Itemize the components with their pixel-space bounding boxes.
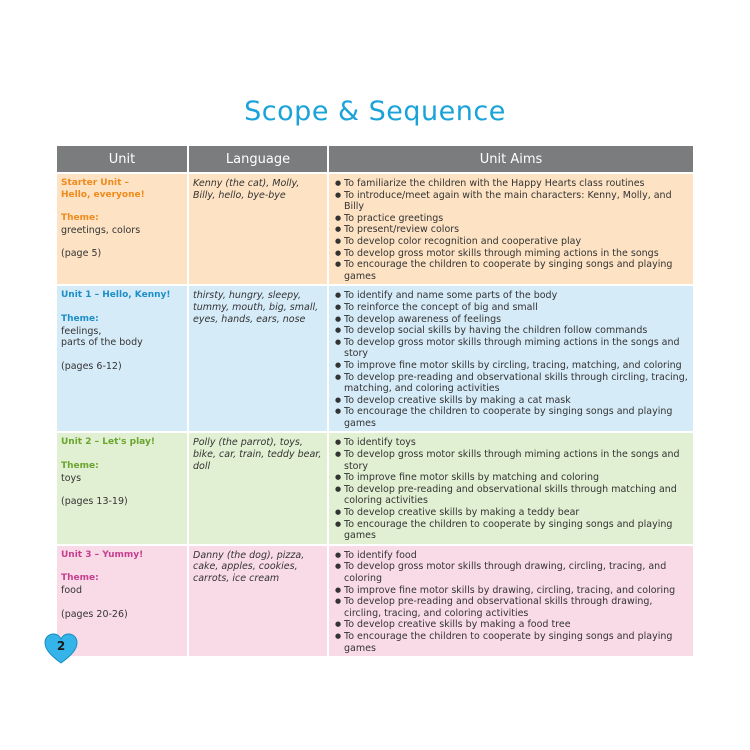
language-text: Kenny (the cat), Molly, Billy, hello, bye-bye xyxy=(193,178,300,201)
language-cell xyxy=(188,285,328,432)
aim-item: ● To develop social skills by having the children follow commands xyxy=(335,325,689,337)
header-unit: Unit xyxy=(57,146,188,173)
aim-item: ● To improve fine motor skills by circling, tracing, matching, and coloring xyxy=(335,360,689,372)
theme-label: Theme: xyxy=(61,573,99,584)
aim-item: ● To improve fine motor skills by drawing, circling, tracing, and coloring xyxy=(335,585,689,597)
table-row xyxy=(57,432,693,544)
aims-cell xyxy=(328,285,693,432)
aim-item: ● To develop pre-reading and observational skills through circling, tracing, matching, and coloring activities xyxy=(335,372,689,395)
aim-item: ● To identify food xyxy=(335,550,689,562)
table-row xyxy=(57,545,693,656)
language-text: Danny (the dog), pizza, cake, apples, cookies, carrots, ice cream xyxy=(193,549,305,584)
aim-item: ● To reinforce the concept of big and small xyxy=(335,302,689,314)
table-row xyxy=(57,285,693,432)
aim-item: ● To develop pre-reading and observational skills through matching and coloring activities xyxy=(335,484,689,507)
theme-label: Theme: xyxy=(61,313,99,324)
aim-item: ● To identify and name some parts of the body xyxy=(335,290,689,302)
aims-cell xyxy=(328,173,693,285)
aim-item: ● To present/review colors xyxy=(335,224,689,236)
unit-pages: (pages 13-19) xyxy=(61,496,128,508)
unit-pages: (page 5) xyxy=(61,248,102,260)
header-aims: Unit Aims xyxy=(328,146,693,173)
unit-title: Unit 2 – Let's play! xyxy=(61,437,155,448)
aim-item: ● To improve fine motor skills by matching and coloring xyxy=(335,472,689,484)
theme-label: Theme: xyxy=(61,461,99,472)
theme-value: feelings, xyxy=(61,325,102,337)
language-text: thirsty, hungry, sleepy, tummy, mouth, big, small, eyes, hands, ears, nose xyxy=(193,290,319,325)
theme-value: parts of the body xyxy=(61,337,143,349)
aim-item: ● To develop gross motor skills through miming actions in the songs and story xyxy=(335,337,689,360)
aim-item: ● To develop gross motor skills through miming actions in the songs xyxy=(335,248,689,260)
aim-item: ● To develop pre-reading and observational skills through drawing, circling, tracing, and coloring activities xyxy=(335,596,689,619)
unit-pages: (pages 6-12) xyxy=(61,360,122,372)
aims-list xyxy=(335,550,689,654)
unit-title: Unit 1 – Hello, Kenny! xyxy=(61,290,171,301)
aim-item: ● To introduce/meet again with the main characters: Kenny, Molly, and Billy xyxy=(335,190,689,213)
unit-title: Starter Unit – xyxy=(61,178,130,188)
aim-item: ● To encourage the children to cooperate by singing songs and playing games xyxy=(335,406,689,429)
language-cell xyxy=(188,173,328,285)
page-title: Scope & Sequence xyxy=(244,96,506,127)
aims-cell xyxy=(328,545,693,656)
aim-item: ● To encourage the children to cooperate by singing songs and playing games xyxy=(335,259,689,282)
aim-item: ● To encourage the children to cooperate by singing songs and playing games xyxy=(335,519,689,542)
unit-cell xyxy=(57,173,188,285)
aim-item: ● To develop creative skills by making a food tree xyxy=(335,619,689,631)
aim-item: ● To develop gross motor skills through miming actions in the songs and story xyxy=(335,449,689,472)
aims-list xyxy=(335,290,689,429)
aim-item: ● To practice greetings xyxy=(335,213,689,225)
aim-item: ● To encourage the children to cooperate by singing songs and playing games xyxy=(335,631,689,654)
aims-cell xyxy=(328,432,693,544)
aim-item: ● To develop creative skills by making a cat mask xyxy=(335,395,689,407)
language-text: Polly (the parrot), toys, bike, car, train, teddy bear, doll xyxy=(193,437,322,472)
language-cell xyxy=(188,432,328,544)
aim-item: ● To develop awareness of feelings xyxy=(335,314,689,326)
header-language: Language xyxy=(188,146,328,173)
aims-list xyxy=(335,178,689,282)
unit-pages: (pages 20-26) xyxy=(61,608,128,620)
unit-title: Unit 3 – Yummy! xyxy=(61,549,144,560)
table-header-row xyxy=(57,146,693,173)
scope-sequence-table xyxy=(57,146,693,656)
unit-cell xyxy=(57,432,188,544)
theme-value: toys xyxy=(61,472,82,484)
table-row xyxy=(57,173,693,285)
theme-label: Theme: xyxy=(61,213,99,224)
language-cell xyxy=(188,545,328,656)
aim-item: ● To develop creative skills by making a teddy bear xyxy=(335,507,689,519)
unit-subtitle: Hello, everyone! xyxy=(61,189,145,200)
aim-item: ● To develop gross motor skills through drawing, circling, tracing, and coloring xyxy=(335,561,689,584)
aim-item: ● To develop color recognition and cooperative play xyxy=(335,236,689,248)
aim-item: ● To familiarize the children with the Happy Hearts class routines xyxy=(335,178,689,190)
unit-cell xyxy=(57,285,188,432)
aims-list xyxy=(335,437,689,541)
page-number: 2 xyxy=(56,639,66,653)
theme-value: food xyxy=(61,585,82,596)
aim-item: ● To identify toys xyxy=(335,437,689,449)
theme-value: greetings, colors xyxy=(61,224,141,236)
